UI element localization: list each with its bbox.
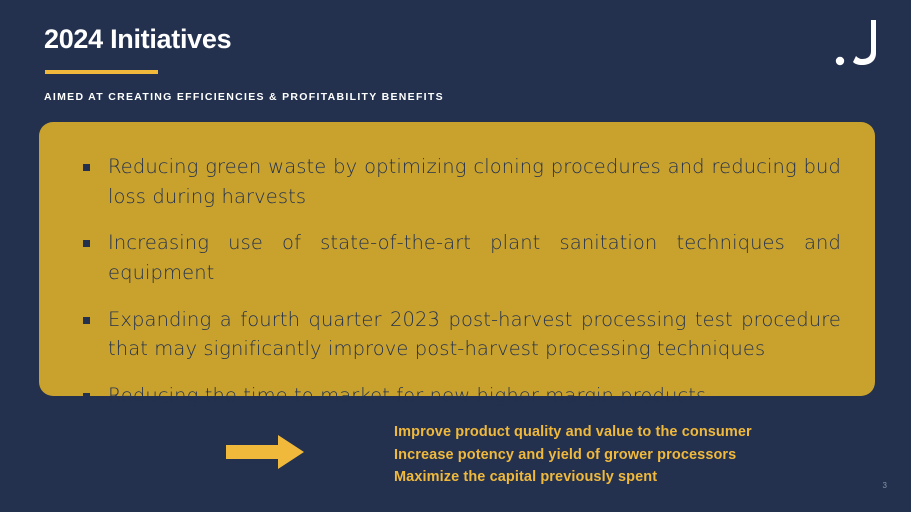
callout-line: Increase potency and yield of grower processors <box>394 446 737 463</box>
right-arrow-icon <box>226 432 306 472</box>
page-title: 2024 Initiatives <box>44 24 232 54</box>
square-bullet-icon <box>83 393 90 400</box>
list-item-text: Reducing the time to market for new higher margin products <box>108 383 707 407</box>
page-subtitle: AIMED AT CREATING EFFICIENCIES & PROFITABILITY BENEFITS <box>44 91 444 103</box>
callout-line: Improve product quality and value to the consumer <box>394 424 752 440</box>
list-item <box>61 305 841 364</box>
list-item-text: Expanding a fourth quarter 2023 post-harvest processing test procedure that may significantly improve post-harvest processing techniques <box>108 307 841 361</box>
callout-line: Maximize the capital previously spent <box>394 469 658 486</box>
initiatives-list <box>61 152 841 410</box>
title-underline-rule <box>45 70 158 74</box>
j-monogram-logo-icon <box>835 20 877 66</box>
list-item-text: Reducing green waste by optimizing cloning procedures and reducing bud loss during harvests <box>108 155 841 208</box>
initiatives-panel <box>39 122 875 407</box>
list-item <box>61 381 841 411</box>
page-number: 3 <box>882 481 887 490</box>
square-bullet-icon <box>83 240 90 247</box>
square-bullet-icon <box>83 317 90 324</box>
square-bullet-icon <box>83 164 90 171</box>
list-item <box>61 152 841 211</box>
callout-block <box>394 421 854 489</box>
list-item-text: Increasing use of state-of-the-art plant sanitation techniques and equipment <box>108 231 841 284</box>
list-item <box>61 228 841 287</box>
